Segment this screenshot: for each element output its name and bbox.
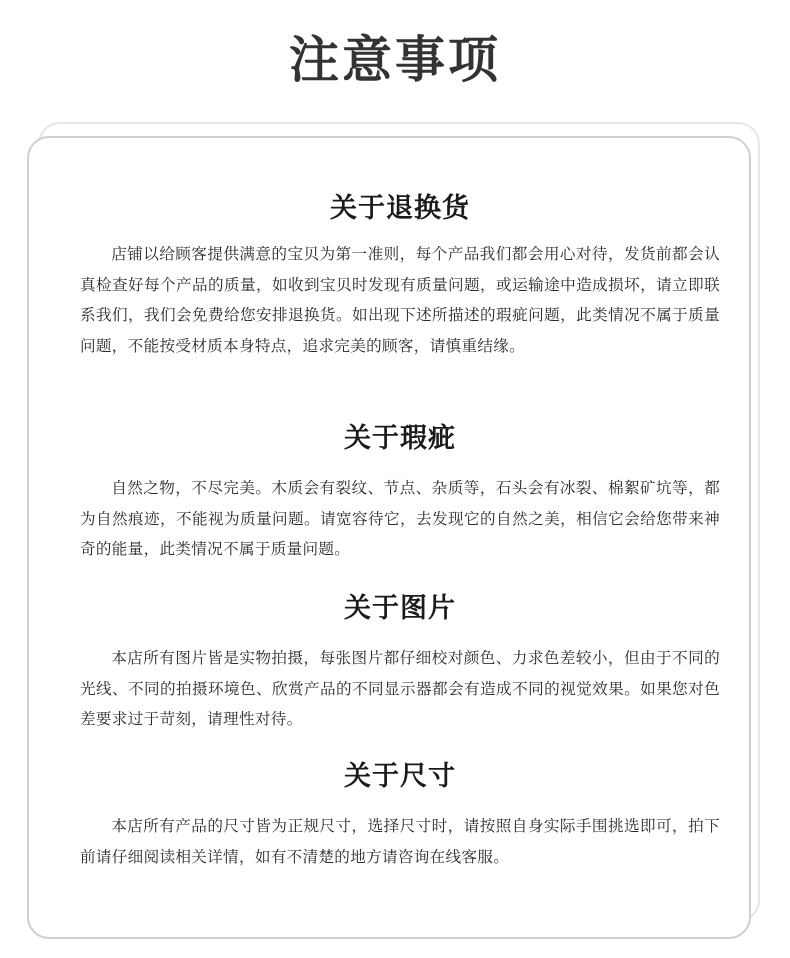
section-returns <box>80 191 720 361</box>
section-heading: 关于瑕疵 <box>344 423 456 454</box>
section-body: 本店所有图片皆是实物拍摄，每张图片都仔细校对颜色、力求色差较小，但由于不同的光线、不同的拍摄环境色、欣赏产品的不同显示器都会有造成不同的视觉效果。如果您对色差要求过于苛刻，请理性对待。 <box>80 649 720 728</box>
section-body: 本店所有产品的尺寸皆为正规尺寸，选择尺寸时，请按照自身实际手围挑选即可，拍下前请仔细阅读相关详情，如有不清楚的地方请咨询在线客服。 <box>80 817 720 866</box>
section-body: 店铺以给顾客提供满意的宝贝为第一准则，每个产品我们都会用心对待，发货前都会认真检查好每个产品的质量，如收到宝贝时发现有质量问题，或运输途中造成损坏，请立即联系我们，我们会免费给您安排退换货。如出现下述所描述的瑕疵问题，此类情况不属于质量问题，不能按受材质本身特点，追求完美的顾客，请慎重结缘。 <box>80 245 720 355</box>
section-heading: 关于尺寸 <box>344 761 456 792</box>
section-images <box>80 591 720 735</box>
section-heading: 关于退换货 <box>330 193 470 224</box>
section-size <box>80 759 720 872</box>
section-body: 自然之物，不尽完美。木质会有裂纹、节点、杂质等，石头会有冰裂、棉絮矿坑等，都为自然痕迹，不能视为质量问题。请宽容待它，去发现它的自然之美，相信它会给您带来神奇的能量，此类情况不属于质量问题。 <box>80 479 720 558</box>
section-heading: 关于图片 <box>344 593 456 624</box>
section-flaws <box>80 421 720 565</box>
page-title: 注意事项 <box>289 30 501 89</box>
